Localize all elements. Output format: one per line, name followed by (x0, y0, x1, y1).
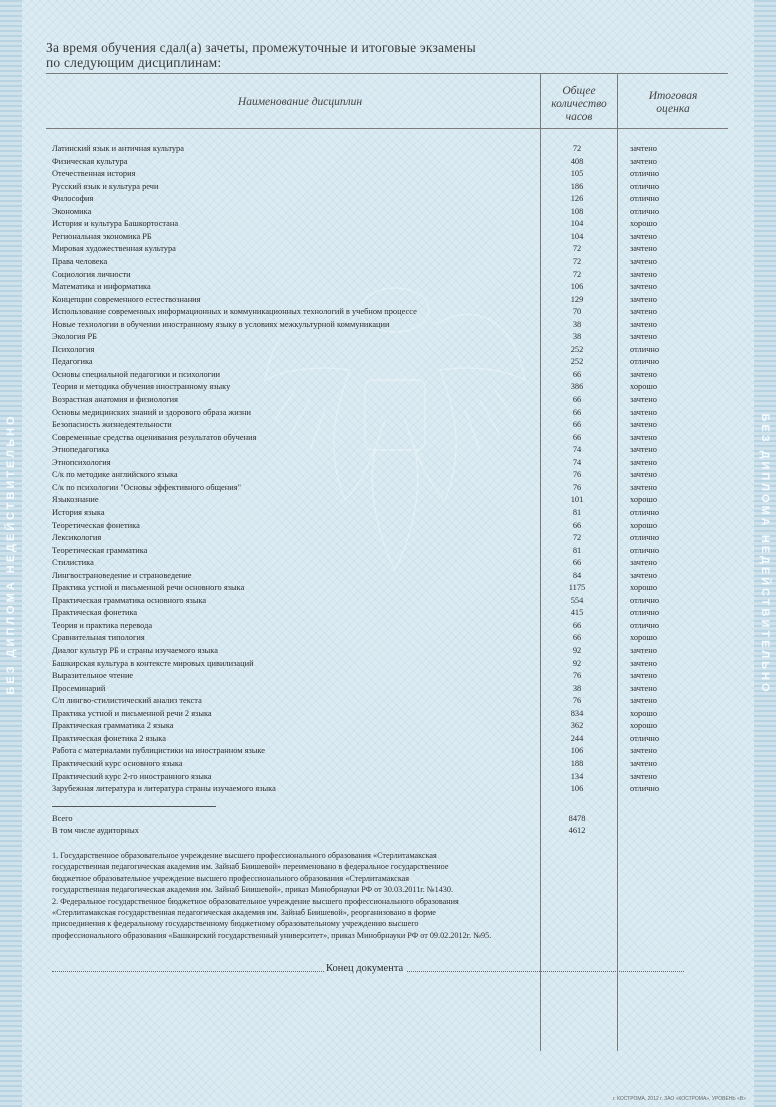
printer-imprint: г. КОСТРОМА, 2012 г. ЗАО «КОСТРОМА», УРОВЕНЬ «В» (613, 1096, 746, 1102)
total-row (52, 813, 586, 825)
discipline-grade: отлично (630, 344, 660, 354)
discipline-hours: 129 (570, 294, 584, 304)
discipline-row (52, 507, 692, 520)
total-label: Всего (52, 814, 73, 823)
discipline-name: Экономика (52, 206, 92, 216)
discipline-row (52, 181, 692, 194)
discipline-name: Практика устной и письменной речи основного языка (52, 583, 245, 593)
discipline-row (52, 733, 692, 746)
discipline-name: Математика и информатика (52, 282, 151, 292)
discipline-hours: 104 (570, 219, 584, 229)
discipline-hours: 252 (570, 344, 584, 354)
discipline-grade: хорошо (630, 708, 658, 718)
column-header-grade-line2: оценка (656, 103, 690, 115)
discipline-name: Концепции современного естествознания (52, 294, 201, 304)
discipline-hours: 70 (572, 307, 582, 317)
discipline-row (52, 469, 692, 482)
discipline-row (52, 331, 692, 344)
discipline-grade: отлично (630, 608, 660, 618)
right-strip-text: БЕЗ ДИПЛОМА НЕДЕЙСТВИТЕЛЬНО (759, 412, 771, 695)
discipline-hours: 72 (572, 533, 582, 543)
discipline-grade: зачтено (630, 671, 657, 681)
discipline-row (52, 494, 692, 507)
discipline-name: Лингвострановедение и страноведение (52, 570, 192, 580)
discipline-name: Использование современных информационных и коммуникационных технологий в учебном процессе (52, 307, 417, 317)
discipline-name: Практический курс 2-го иностранного языка (52, 771, 212, 781)
discipline-name: Этнопедагогика (52, 445, 109, 455)
classroom-row (52, 825, 586, 837)
discipline-hours: 252 (570, 357, 584, 367)
discipline-name: История языка (52, 507, 105, 517)
discipline-grade: зачтено (630, 231, 657, 241)
discipline-name: Лексикология (52, 533, 102, 543)
discipline-hours: 104 (570, 231, 584, 241)
discipline-row (52, 720, 692, 733)
discipline-hours: 76 (572, 482, 582, 492)
classroom-label: В том числе аудиторных (52, 826, 139, 835)
discipline-grade: зачтено (630, 570, 657, 580)
discipline-hours: 834 (570, 708, 584, 718)
discipline-name: Экология РБ (52, 332, 97, 342)
discipline-name: Практическая фонетика 2 языка (52, 733, 166, 743)
discipline-name: Практическая фонетика (52, 608, 138, 618)
page-heading (46, 40, 476, 70)
left-strip-text: БЕЗ ДИПЛОМА НЕДЕЙСТВИТЕЛЬНО (5, 412, 17, 695)
discipline-row (52, 620, 692, 633)
discipline-hours: 386 (570, 382, 584, 392)
discipline-name: Теория и методика обучения иностранному языку (52, 382, 231, 392)
discipline-hours: 108 (570, 206, 584, 216)
discipline-row (52, 444, 692, 457)
discipline-name: История и культура Башкортостана (52, 219, 179, 229)
discipline-hours: 186 (570, 181, 584, 191)
discipline-grade: отлично (630, 784, 660, 794)
classroom-value: 4612 (568, 826, 586, 835)
discipline-row (52, 294, 692, 307)
column-header-grade (619, 90, 727, 116)
discipline-name: С/к по психологии "Основы эффективного общения" (52, 482, 242, 492)
discipline-name: Выразительное чтение (52, 671, 134, 681)
discipline-hours: 362 (570, 721, 584, 731)
discipline-row (52, 243, 692, 256)
discipline-grade: зачтено (630, 445, 657, 455)
discipline-name: С/к по методике английского языка (52, 470, 178, 480)
discipline-grade: отлично (630, 545, 660, 555)
discipline-row (52, 708, 692, 721)
discipline-grade: зачтено (630, 244, 657, 254)
discipline-row (52, 695, 692, 708)
discipline-grade: зачтено (630, 470, 657, 480)
note-line: «Стерлитамакская государственная педагогическая академия им. Зайнаб Биишевой», реорганизовано в форме (52, 908, 436, 918)
total-value: 8478 (568, 814, 586, 823)
discipline-row (52, 306, 692, 319)
discipline-row (52, 143, 692, 156)
discipline-row (52, 407, 692, 420)
discipline-row (52, 432, 692, 445)
discipline-grade: зачтено (630, 746, 657, 756)
discipline-row (52, 783, 692, 796)
discipline-name: Современные средства оценивания результатов обучения (52, 432, 257, 442)
discipline-row (52, 658, 692, 671)
discipline-name: Зарубежная литература и литература страны изучаемого языка (52, 784, 276, 794)
discipline-grade: хорошо (630, 520, 658, 530)
discipline-name: Новые технологии в обучении иностранному языку в условиях межкультурной коммуникации (52, 319, 390, 329)
discipline-hours: 76 (572, 696, 582, 706)
discipline-row (52, 419, 692, 432)
discipline-grade: зачтено (630, 294, 657, 304)
discipline-grade: отлично (630, 206, 660, 216)
discipline-grade: хорошо (630, 633, 658, 643)
discipline-name: Отечественная история (52, 169, 136, 179)
discipline-row (52, 595, 692, 608)
discipline-hours: 408 (570, 156, 584, 166)
table-top-rule (46, 73, 728, 74)
discipline-grade: зачтено (630, 407, 657, 417)
discipline-grade: отлично (630, 620, 660, 630)
discipline-grade: хорошо (630, 382, 658, 392)
discipline-hours: 38 (572, 332, 582, 342)
discipline-hours: 106 (570, 784, 584, 794)
discipline-grade: отлично (630, 595, 660, 605)
discipline-row (52, 256, 692, 269)
discipline-hours: 66 (572, 420, 582, 430)
discipline-grade: отлично (630, 194, 660, 204)
discipline-hours: 38 (572, 683, 582, 693)
discipline-name: Возрастная анатомия и физиология (52, 395, 179, 404)
discipline-row (52, 381, 692, 394)
discipline-row (52, 520, 692, 533)
discipline-row (52, 557, 692, 570)
discipline-row (52, 193, 692, 206)
discipline-name: Практическая грамматика основного языка (52, 595, 207, 605)
discipline-row (52, 607, 692, 620)
discipline-row (52, 206, 692, 219)
discipline-hours: 1175 (568, 583, 586, 593)
discipline-hours: 66 (572, 395, 582, 404)
discipline-name: Русский язык и культура речи (52, 181, 159, 191)
discipline-name: Просеминарий (52, 683, 106, 693)
discipline-hours: 101 (570, 495, 584, 505)
discipline-grade: хорошо (630, 219, 658, 229)
discipline-name: Практика устной и письменной речи 2 языка (52, 708, 212, 718)
discipline-hours: 188 (570, 758, 584, 768)
end-of-document-line (52, 963, 684, 975)
discipline-row (52, 168, 692, 181)
discipline-grade: зачтено (630, 269, 657, 279)
discipline-name: Мировая художественная культура (52, 244, 176, 254)
discipline-grade: хорошо (630, 583, 658, 593)
dotted-leader-right (407, 971, 684, 972)
discipline-name: Безопасность жизнедеятельности (52, 420, 172, 430)
discipline-name: Теория и практика перевода (52, 620, 153, 630)
discipline-name: Психология (52, 344, 95, 354)
right-security-strip (754, 0, 776, 1107)
discipline-hours: 244 (570, 733, 584, 743)
discipline-hours: 66 (572, 369, 582, 379)
discipline-hours: 134 (570, 771, 584, 781)
discipline-hours: 81 (572, 507, 582, 517)
discipline-grade: отлично (630, 357, 660, 367)
discipline-row (52, 319, 692, 332)
discipline-row (52, 231, 692, 244)
discipline-grade: зачтено (630, 395, 657, 404)
end-of-document-label: Конец документа (326, 963, 404, 974)
discipline-grade: зачтено (630, 156, 657, 166)
discipline-hours: 415 (570, 608, 584, 618)
discipline-row (52, 356, 692, 369)
discipline-row (52, 156, 692, 169)
discipline-name: Социология личности (52, 269, 131, 279)
column-header-grade-line1: Итоговая (648, 90, 698, 102)
discipline-row (52, 771, 692, 784)
discipline-row (52, 344, 692, 357)
reorganization-notes (52, 850, 512, 941)
column-header-hours-line2: количество (551, 98, 607, 110)
discipline-grade: зачтено (630, 482, 657, 492)
discipline-row (52, 482, 692, 495)
discipline-row (52, 570, 692, 583)
heading-line-1: За время обучения сдал(а) зачеты, промежуточные и итоговые экзамены (46, 40, 476, 55)
discipline-grade: хорошо (630, 495, 658, 505)
discipline-name: Сравнительная типология (52, 633, 145, 643)
discipline-grade: зачтено (630, 256, 657, 266)
discipline-hours: 66 (572, 520, 582, 530)
discipline-row (52, 269, 692, 282)
discipline-hours: 106 (570, 282, 584, 292)
discipline-hours: 74 (572, 445, 582, 455)
discipline-hours: 66 (572, 633, 582, 643)
discipline-hours: 126 (570, 194, 584, 204)
discipline-grade: зачтено (630, 771, 657, 781)
discipline-row (52, 670, 692, 683)
discipline-grade: хорошо (630, 721, 658, 731)
discipline-hours: 81 (572, 545, 582, 555)
discipline-name: Теоретическая грамматика (52, 545, 148, 555)
discipline-grade: зачтено (630, 369, 657, 379)
discipline-hours: 84 (572, 570, 582, 580)
note-line: 2. Федеральное государственное бюджетное образовательное учреждение высшего профессионального образования (52, 896, 459, 906)
discipline-row (52, 745, 692, 758)
discipline-row (52, 645, 692, 658)
discipline-grade: зачтено (630, 307, 657, 317)
discipline-name: Философия (52, 194, 94, 204)
discipline-hours: 38 (572, 319, 582, 329)
discipline-grade: отлично (630, 533, 660, 543)
discipline-name: Физическая культура (52, 156, 128, 166)
discipline-grade: зачтено (630, 282, 657, 292)
discipline-name: Основы специальной педагогики и психологии (52, 369, 221, 379)
discipline-hours: 66 (572, 432, 582, 442)
discipline-grade: зачтено (630, 646, 657, 655)
totals-separator (52, 806, 216, 807)
discipline-hours: 74 (572, 457, 582, 467)
discipline-name: Основы медицинских знаний и здорового образа жизни (52, 407, 251, 417)
discipline-name: Латинский язык и античная культура (52, 144, 184, 153)
discipline-name: Практический курс основного языка (52, 758, 183, 768)
discipline-name: С/п лингво-стилистический анализ текста (52, 696, 202, 706)
discipline-grade: зачтено (630, 558, 657, 568)
discipline-hours: 92 (572, 646, 582, 655)
column-header-hours (542, 85, 616, 124)
dotted-leader-left (52, 971, 324, 972)
discipline-name: Права человека (52, 256, 108, 266)
discipline-name: Региональная экономика РБ (52, 231, 152, 241)
heading-line-2: по следующим дисциплинам: (46, 55, 222, 70)
discipline-hours: 72 (572, 269, 582, 279)
discipline-hours: 554 (570, 595, 584, 605)
discipline-grade: зачтено (630, 332, 657, 342)
discipline-row (52, 758, 692, 771)
discipline-name: Этнопсихология (52, 457, 111, 467)
discipline-name: Теоретическая фонетика (52, 520, 140, 530)
discipline-row (52, 683, 692, 696)
note-line: государственная педагогическая академия им. Зайнаб Биишевой» переименовано в федеральное государственное (52, 862, 449, 872)
note-line: присоединения к федеральному государственному бюджетному образовательному учреждению высшего (52, 919, 419, 929)
discipline-name: Стилистика (52, 558, 94, 568)
discipline-row (52, 632, 692, 645)
note-line: бюджетное образовательное учреждение высшего профессионального образования «Стерлитамакская (52, 873, 410, 883)
discipline-name: Работа с материалами публицистики на иностранном языке (52, 746, 265, 756)
discipline-grade: зачтено (630, 319, 657, 329)
discipline-hours: 76 (572, 470, 582, 480)
discipline-grade: зачтено (630, 457, 657, 467)
discipline-grade: зачтено (630, 420, 657, 430)
discipline-grade: зачтено (630, 696, 657, 706)
discipline-grade: зачтено (630, 683, 657, 693)
discipline-row (52, 218, 692, 231)
discipline-hours: 72 (572, 144, 582, 153)
discipline-grade: отлично (630, 733, 660, 743)
discipline-grade: отлично (630, 507, 660, 517)
table-header-rule (46, 128, 728, 129)
discipline-row (52, 457, 692, 470)
discipline-grade: зачтено (630, 432, 657, 442)
discipline-name: Языкознание (52, 495, 99, 505)
discipline-row (52, 394, 692, 407)
discipline-hours: 72 (572, 244, 582, 254)
discipline-name: Башкирская культура в контексте мировых цивилизаций (52, 658, 254, 668)
note-line: государственная педагогическая академия им. Зайнаб Биишевой», приказ Минобрнауки РФ от 30.03.2011г. №1430. (52, 885, 454, 895)
discipline-name: Диалог культур РБ и страны изучаемого языка (52, 646, 218, 655)
discipline-row (52, 369, 692, 382)
discipline-hours: 72 (572, 256, 582, 266)
discipline-hours: 66 (572, 407, 582, 417)
discipline-grade: зачтено (630, 758, 657, 768)
discipline-hours: 105 (570, 169, 584, 179)
note-line: 1. Государственное образовательное учреждение высшего профессионального образования «Стерлитамакская (52, 851, 437, 860)
column-header-hours-line1: Общее (562, 85, 596, 97)
discipline-hours: 92 (572, 658, 582, 668)
column-header-hours-line3: часов (565, 111, 593, 123)
discipline-row (52, 545, 692, 558)
discipline-grade: отлично (630, 181, 660, 191)
discipline-grade: отлично (630, 169, 660, 179)
discipline-row (52, 582, 692, 595)
discipline-grade: зачтено (630, 144, 657, 153)
left-security-strip (0, 0, 22, 1107)
discipline-row (52, 532, 692, 545)
column-header-name: Наименование дисциплин (237, 96, 363, 108)
discipline-hours: 106 (570, 746, 584, 756)
discipline-hours: 76 (572, 671, 582, 681)
discipline-grade: зачтено (630, 658, 657, 668)
discipline-name: Педагогика (52, 357, 93, 367)
discipline-hours: 66 (572, 620, 582, 630)
discipline-name: Практическая грамматика 2 языка (52, 721, 174, 731)
note-line: профессионального образования «Башкирский государственный университет», приказ Минобрнауки РФ от 09.02.2012г. №95. (52, 930, 492, 940)
discipline-hours: 66 (572, 558, 582, 568)
discipline-row (52, 281, 692, 294)
